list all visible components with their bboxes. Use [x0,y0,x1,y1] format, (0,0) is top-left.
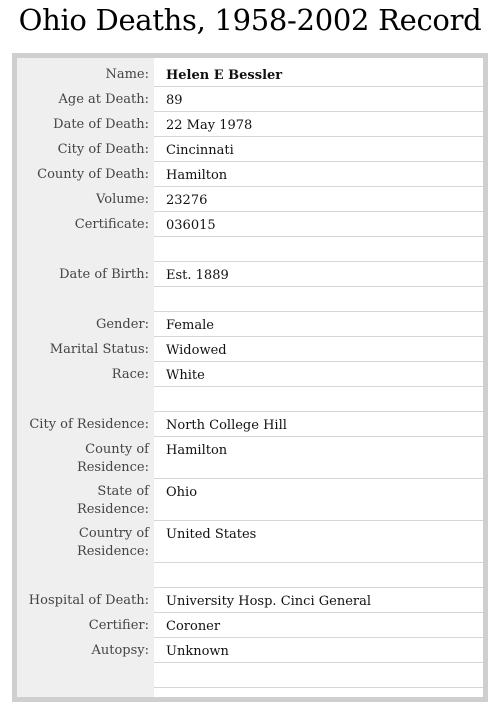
death-date-value: 22 May 1978 [166,118,253,133]
row-hospital [17,588,483,613]
birth-date-cell [154,262,483,287]
row-autopsy [17,638,483,663]
residence-country-label [17,525,149,561]
spacer-row [17,387,483,412]
residence-county-cell [154,437,483,479]
row-race [17,362,483,387]
residence-county-value: Hamilton [166,443,228,458]
spacer-cell [154,237,483,262]
death-county-value: Hamilton [166,168,228,183]
row-name [17,62,483,87]
death-date-label: Date of Death: [53,117,149,132]
marital-status-value: Widowed [166,343,227,358]
certificate-cell [154,212,483,237]
page-title: Ohio Deaths, 1958-2002 Record [18,3,482,37]
residence-city-label: City of Residence: [29,417,149,432]
row-certificate [17,212,483,237]
birth-date-value: Est. 1889 [166,268,229,283]
spacer-cell [154,387,483,412]
gender-cell [154,312,483,337]
residence-county-label [17,441,149,477]
volume-value: 23276 [166,193,208,208]
spacer-row [17,237,483,262]
residence-country-label-line-1: Country of [78,526,149,541]
residence-county-label-line-2: Residence: [76,460,149,475]
age-label: Age at Death: [58,92,149,107]
row-age [17,87,483,112]
spacer-cell [154,287,483,312]
death-city-value: Cincinnati [166,143,234,158]
hospital-value: University Hosp. Cinci General [166,594,372,609]
record-rows [17,62,483,688]
row-death-date [17,112,483,137]
residence-city-value: North College Hill [166,418,287,433]
row-residence-county [17,437,483,479]
age-cell [154,87,483,112]
residence-city-cell [154,412,483,437]
race-label: Race: [111,367,149,382]
marital-status-cell [154,337,483,362]
race-cell [154,362,483,387]
spacer-cell [154,563,483,588]
gender-value: Female [166,318,214,333]
name-value: Helen E Bessler [166,68,283,83]
death-city-cell [154,137,483,162]
record-table [12,53,488,702]
row-marital-status [17,337,483,362]
certificate-value: 036015 [166,218,216,233]
marital-status-label: Marital Status: [49,342,149,357]
certifier-label: Certifier: [88,618,149,633]
residence-state-label [17,483,149,519]
certificate-label: Certificate: [74,217,149,232]
hospital-label: Hospital of Death: [28,593,149,608]
race-value: White [166,368,205,383]
death-county-cell [154,162,483,187]
spacer-cell [154,663,483,688]
death-city-label: City of Death: [57,142,149,157]
hospital-cell [154,588,483,613]
residence-county-label-line-1: County of [85,442,149,457]
volume-label: Volume: [96,192,149,207]
row-gender [17,312,483,337]
certifier-cell [154,613,483,638]
autopsy-label: Autopsy: [91,643,149,658]
volume-cell [154,187,483,212]
row-residence-state [17,479,483,521]
residence-country-cell [154,521,483,563]
death-date-cell [154,112,483,137]
residence-state-value: Ohio [166,485,198,500]
name-cell [154,62,483,87]
row-residence-city [17,412,483,437]
row-death-county [17,162,483,187]
name-label: Name: [105,67,149,82]
residence-country-value: United States [166,527,257,542]
autopsy-cell [154,638,483,663]
residence-state-cell [154,479,483,521]
row-certifier [17,613,483,638]
residence-state-label-line-1: State of [97,484,149,499]
row-volume [17,187,483,212]
row-residence-country [17,521,483,563]
residence-state-label-line-2: Residence: [76,502,149,517]
birth-date-label: Date of Birth: [59,267,149,282]
gender-label: Gender: [95,317,149,332]
row-birth-date [17,262,483,287]
spacer-row [17,563,483,588]
autopsy-value: Unknown [166,644,229,659]
certifier-value: Coroner [166,619,221,634]
spacer-row [17,663,483,688]
residence-country-label-line-2: Residence: [76,544,149,559]
death-county-label: County of Death: [37,167,149,182]
age-value: 89 [166,93,183,108]
row-death-city [17,137,483,162]
spacer-row [17,287,483,312]
